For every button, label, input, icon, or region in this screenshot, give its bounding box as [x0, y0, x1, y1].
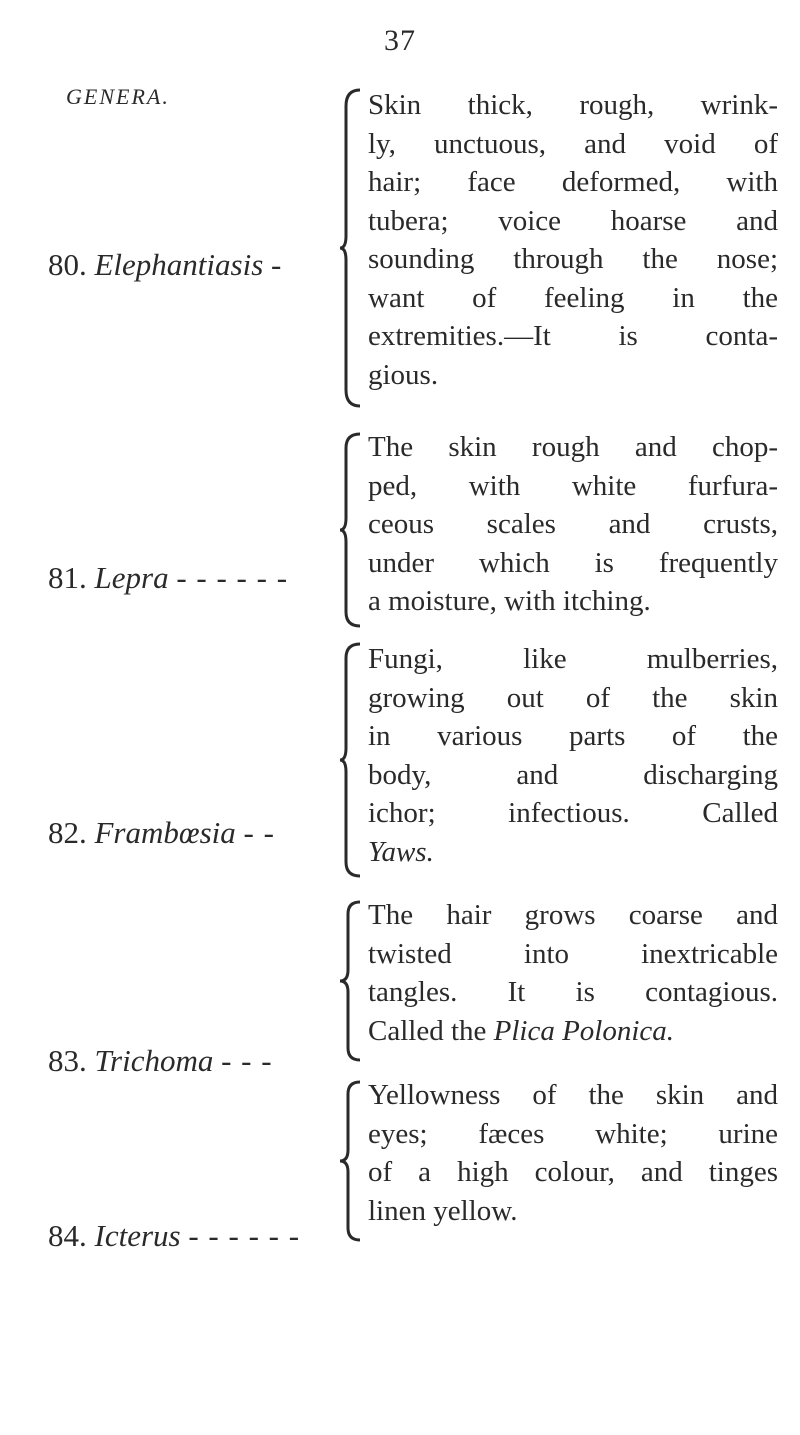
entry-dashes: - - - - - -: [176, 560, 289, 595]
entry-name: Lepra: [94, 560, 169, 595]
description-line: a moisture, with itching.: [368, 585, 651, 617]
entry-number: 84.: [48, 1218, 87, 1253]
entry-number: 82.: [48, 815, 87, 850]
entry-description: [368, 640, 778, 871]
description-line: Skin thick, rough, wrink-: [368, 89, 778, 121]
entry-name: Frambœsia: [94, 815, 236, 850]
entry-name: Icterus: [94, 1218, 181, 1253]
entry-description: [368, 86, 778, 394]
description-line: ped, with white furfura-: [368, 469, 778, 502]
brace: [340, 430, 362, 630]
brace: [340, 1078, 362, 1244]
entry-number: 80.: [48, 247, 87, 282]
description-line: under which is frequently: [368, 546, 778, 579]
description-line: The skin rough and chop-: [368, 431, 778, 463]
entry-label: [48, 815, 275, 851]
description-line: Yellowness of the skin and: [368, 1079, 778, 1111]
brace: [340, 898, 362, 1064]
description-line: linen yellow.: [368, 1194, 518, 1227]
description-line: want of feeling in the: [368, 281, 778, 314]
description-line: [368, 1012, 778, 1051]
entry-label: [48, 560, 288, 596]
description-line: body, and discharging: [368, 758, 778, 791]
description-line-italic: Plica Polonica.: [493, 1014, 675, 1047]
description-line: tangles. It is contagious.: [368, 976, 778, 1008]
genera-heading: GENERA.: [66, 84, 170, 109]
entry-dashes: - -: [243, 815, 275, 850]
description-line: eyes; fæces white; urine: [368, 1117, 778, 1150]
brace: [340, 640, 362, 880]
description-line: hair; face deformed, with: [368, 166, 778, 198]
entry-dashes: - - - - - -: [188, 1218, 301, 1253]
entry-description: [368, 1076, 778, 1230]
description-line: of a high colour, and tinges: [368, 1156, 778, 1188]
page-number: 37: [384, 24, 416, 57]
description-line: ichor; infectious. Called: [368, 797, 778, 829]
entry-name: Elephantiasis: [94, 247, 264, 282]
entry-label: [48, 247, 282, 283]
description-line: growing out of the skin: [368, 681, 778, 714]
description-line: extremities.—It is conta-: [368, 320, 778, 352]
description-line: Fungi, like mulberries,: [368, 643, 778, 675]
entry-dashes: -: [271, 247, 283, 282]
entry-number: 81.: [48, 560, 87, 595]
entry-dashes: - - -: [221, 1043, 273, 1078]
description-line: The hair grows coarse and: [368, 899, 778, 931]
description-line: in various parts of the: [368, 720, 778, 752]
description-line: gious.: [368, 358, 439, 391]
description-line: ceous scales and crusts,: [368, 508, 778, 540]
description-line-italic: Yaws.: [368, 835, 434, 868]
description-line: sounding through the nose;: [368, 243, 778, 275]
brace: [340, 86, 362, 410]
entry-description: [368, 896, 778, 1050]
entry-number: 83.: [48, 1043, 87, 1078]
entry-description: [368, 428, 778, 621]
description-line-prefix: Called the: [368, 1014, 487, 1047]
description-line: tubera; voice hoarse and: [368, 204, 778, 237]
entry-label: [48, 1043, 273, 1079]
description-line: ly, unctuous, and void of: [368, 127, 778, 160]
description-line: twisted into inextricable: [368, 937, 778, 970]
entry-label: [48, 1218, 300, 1254]
entry-name: Trichoma: [94, 1043, 214, 1078]
